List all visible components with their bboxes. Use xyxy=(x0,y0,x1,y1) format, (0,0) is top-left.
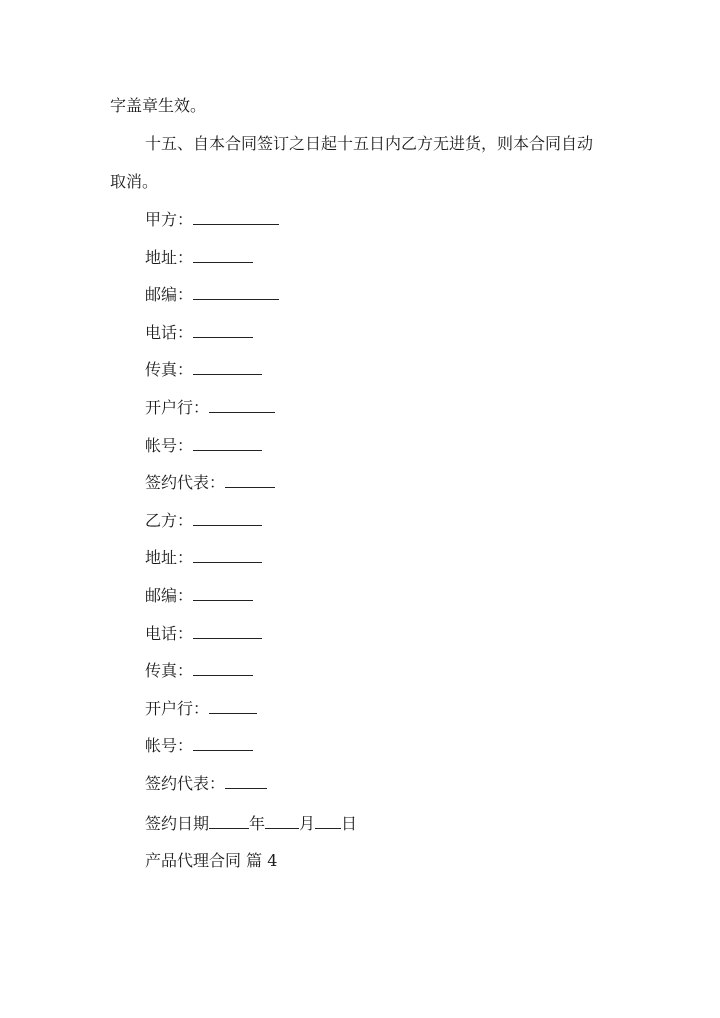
party-b-name-field xyxy=(145,511,279,549)
party-a-rep-field xyxy=(145,473,279,511)
field-label: 乙方： xyxy=(145,510,194,530)
blank-line xyxy=(265,814,299,829)
blank-line xyxy=(193,248,253,263)
signing-date-line xyxy=(145,814,357,834)
party-a-name-field xyxy=(145,210,279,248)
section-number: 篇 4 xyxy=(246,851,278,870)
field-label: 邮编： xyxy=(145,585,194,605)
blank-line xyxy=(209,699,257,714)
blank-line xyxy=(193,624,262,639)
field-label: 传真： xyxy=(145,661,194,681)
year-label: 年 xyxy=(249,814,266,833)
blank-line xyxy=(193,323,253,338)
section-title: 产品代理合同 xyxy=(145,851,242,870)
field-label: 电话： xyxy=(145,322,194,342)
party-b-account-field xyxy=(145,736,279,774)
signing-date-label: 签约日期 xyxy=(145,814,210,833)
section-heading xyxy=(145,851,277,871)
field-label: 帐号： xyxy=(145,736,194,756)
party-a-bank-field xyxy=(145,398,279,436)
field-label: 甲方： xyxy=(145,210,194,229)
blank-line xyxy=(193,586,253,601)
field-label: 邮编： xyxy=(145,285,194,305)
field-label: 电话： xyxy=(145,623,194,643)
field-label: 开户行： xyxy=(145,698,210,718)
blank-line xyxy=(209,814,249,829)
blank-line xyxy=(193,548,262,563)
field-label: 传真： xyxy=(145,360,194,380)
party-a-fax-field xyxy=(145,360,279,398)
field-label: 签约代表： xyxy=(145,473,226,493)
field-label: 地址： xyxy=(145,247,194,267)
clause-15-line1: 十五、自本合同签订之日起十五日内乙方无进货，则本合同自动 xyxy=(145,134,594,153)
party-b-address-field xyxy=(145,548,279,586)
blank-line xyxy=(209,398,275,413)
blank-line xyxy=(225,774,267,789)
field-label: 帐号： xyxy=(145,435,194,455)
party-b-postcode-field xyxy=(145,586,279,624)
month-label: 月 xyxy=(299,814,316,833)
party-b-fax-field xyxy=(145,661,279,699)
party-b-bank-field xyxy=(145,699,279,737)
party-b-phone-field xyxy=(145,624,279,662)
party-a-phone-field xyxy=(145,323,279,361)
blank-line xyxy=(193,736,253,751)
party-b-rep-field xyxy=(145,774,279,812)
day-label: 日 xyxy=(341,814,358,833)
blank-line xyxy=(193,511,262,526)
party-a-postcode-field xyxy=(145,285,279,323)
party-fields xyxy=(145,210,279,812)
blank-line xyxy=(193,436,262,451)
field-label: 地址： xyxy=(145,548,194,568)
field-label: 开户行： xyxy=(145,397,210,417)
field-label: 签约代表： xyxy=(145,773,226,793)
clause-15-line2: 取消。 xyxy=(110,172,159,191)
paragraph-continuation: 字盖章生效。 xyxy=(110,96,207,115)
blank-line xyxy=(193,210,279,225)
blank-line xyxy=(315,814,341,829)
party-a-address-field xyxy=(145,248,279,286)
blank-line xyxy=(193,360,262,375)
blank-line xyxy=(193,285,279,300)
blank-line xyxy=(225,473,275,488)
blank-line xyxy=(193,661,253,676)
party-a-account-field xyxy=(145,436,279,474)
